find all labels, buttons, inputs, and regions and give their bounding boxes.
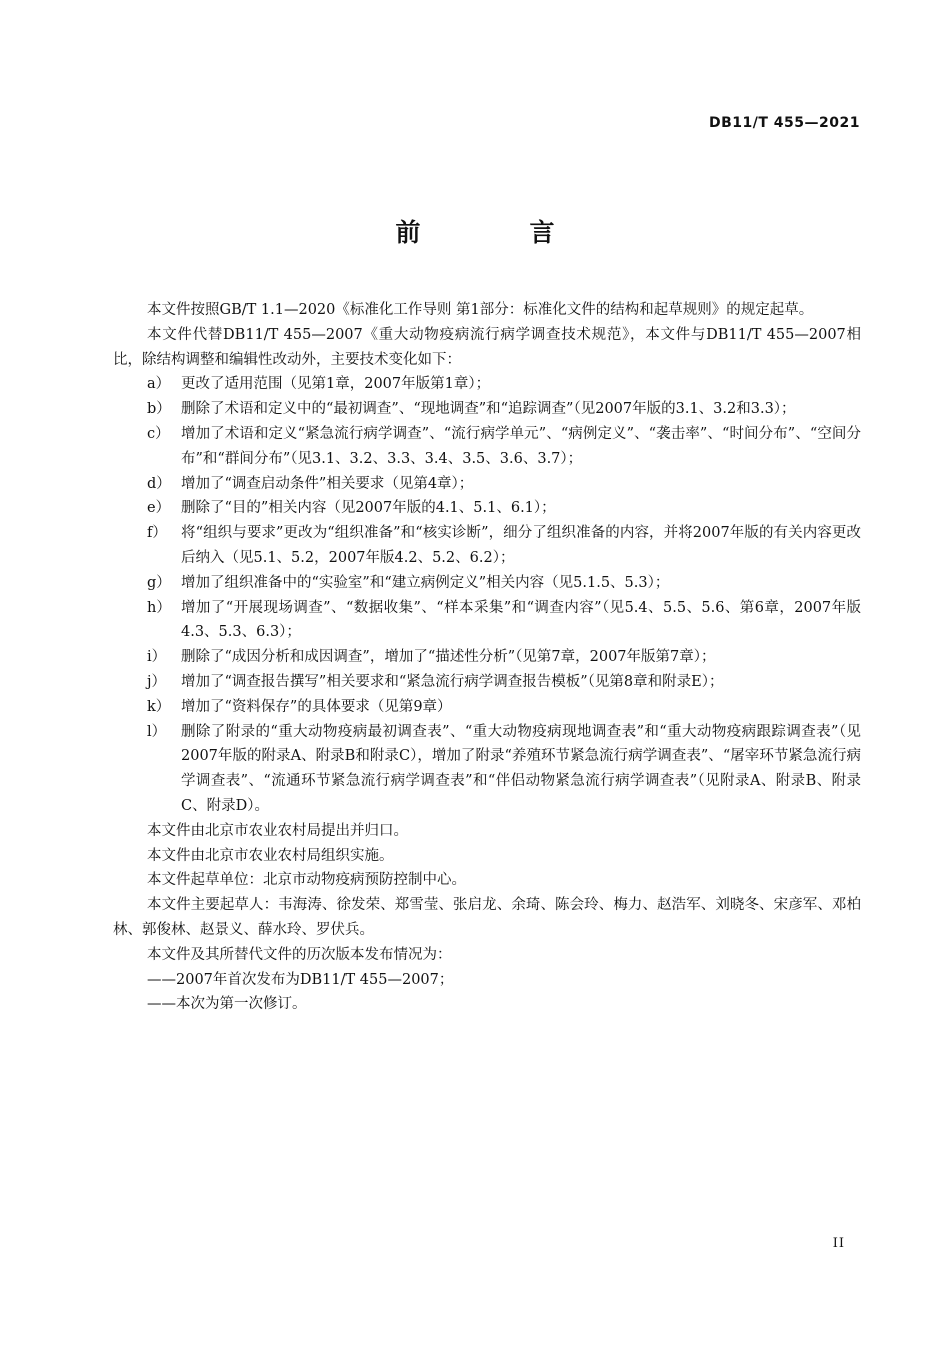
foreword-body <box>113 298 861 1017</box>
list-marker: l） <box>147 723 167 740</box>
list-item <box>113 645 861 670</box>
list-text: 更改了适用范围（见第1章，2007年版第1章）； <box>181 376 491 393</box>
document-code: DB11/T 455—2021 <box>709 115 860 131</box>
list-marker: g） <box>147 574 171 591</box>
closing-paragraph: 本文件由北京市农业农村局提出并归口。 <box>147 822 408 839</box>
list-item <box>113 720 861 819</box>
list-marker: e） <box>147 500 171 517</box>
list-marker: c） <box>147 425 170 442</box>
list-marker: f） <box>147 525 167 542</box>
list-marker: k） <box>147 698 171 715</box>
list-item <box>113 372 861 397</box>
intro-paragraph: 本文件按照GB/T 1.1—2020《标准化工作导则 第1部分：标准化文件的结构和起草规则》的规定起草。 <box>147 302 814 318</box>
list-item <box>113 397 861 422</box>
closing-paragraph: 本文件主要起草人：韦海涛、徐发荣、郑雪莹、张启龙、余琦、陈会玲、梅力、赵浩军、刘晓冬、宋彦军、邓柏林、郭俊林、赵景义、薛水玲、罗伏兵。 <box>113 897 861 938</box>
closing-paragraph: 本文件由北京市农业农村局组织实施。 <box>147 847 394 864</box>
list-text: 增加了组织准备中的“实验室”和“建立病例定义”相关内容（见5.1.5、5.3）； <box>181 574 670 591</box>
list-marker: i） <box>147 649 167 666</box>
list-item <box>113 695 861 720</box>
intro-paragraph: 本文件代替DB11/T 455—2007《重大动物疫病流行病学调查技术规范》，本文件与DB11/T 455—2007相比，除结构调整和编辑性改动外，主要技术变化如下： <box>113 326 861 368</box>
list-item <box>113 472 861 497</box>
list-text: 将“组织与要求”更改为“组织准备”和“核实诊断”，细分了组织准备的内容，并将2007年版的有关内容更改后纳入（见5.1、5.2，2007年版4.2、5.2、6.2）； <box>181 525 861 566</box>
list-item <box>113 596 861 646</box>
list-text: 增加了“调查启动条件”相关要求（见第4章）； <box>181 475 474 492</box>
list-text: 删除了术语和定义中的“最初调查”、“现地调查”和“追踪调查”（见2007年版的3.1、3.2和3.3）； <box>181 401 796 418</box>
list-text: 增加了“资料保存”的具体要求（见第9章） <box>181 698 452 715</box>
closing-paragraph: ——2007年首次发布为DB11/T 455—2007； <box>147 971 454 988</box>
list-item <box>113 496 861 521</box>
list-marker: d） <box>147 475 171 492</box>
list-text: 删除了附录的“重大动物疫病最初调查表”、“重大动物疫病现地调查表”和“重大动物疫病跟踪调查表”（见2007年版的附录A、附录B和附录C），增加了附录“养殖环节紧急流行病学调查表”、“屠宰环节紧急流行病学调查表”、“流通环节紧急流行病学调查表”和“伴侣动物紧急流行病学调查表”（见附录A、附录B、附录C、附录D）。 <box>181 723 861 814</box>
page-title: 前 言 <box>395 218 597 247</box>
list-text: 增加了“调查报告撰写”相关要求和“紧急流行病学调查报告模板”（见第8章和附录E）； <box>181 673 724 690</box>
list-text: 增加了术语和定义“紧急流行病学调查”、“流行病学单元”、“病例定义”、“袭击率”、“时间分布”、“空间分布”和“群间分布”（见3.1、3.2、3.3、3.4、3.5、3.6、3.7）； <box>181 425 861 467</box>
closing-paragraph: ——本次为第一次修订。 <box>147 996 307 1013</box>
list-item <box>113 670 861 695</box>
list-text: 删除了“成因分析和成因调查”，增加了“描述性分析”（见第7章，2007年版第7章）； <box>181 649 716 666</box>
list-marker: b） <box>147 401 171 418</box>
list-marker: h） <box>147 599 171 616</box>
list-text: 删除了“目的”相关内容（见2007年版的4.1、5.1、6.1）； <box>181 500 556 517</box>
closing-paragraph: 本文件及其所替代文件的历次版本发布情况为： <box>147 946 452 963</box>
list-marker: j） <box>147 673 166 690</box>
closing-paragraph: 本文件起草单位：北京市动物疫病预防控制中心。 <box>147 872 466 889</box>
changes-list <box>113 372 861 818</box>
list-marker: a） <box>147 376 171 393</box>
list-item <box>113 571 861 596</box>
list-item <box>113 521 861 571</box>
list-item <box>113 422 861 472</box>
page-number: II <box>832 1236 845 1251</box>
list-text: 增加了“开展现场调查”、“数据收集”、“样本采集”和“调查内容”（见5.4、5.5、5.6、第6章，2007年版4.3、5.3、6.3）； <box>181 599 861 641</box>
